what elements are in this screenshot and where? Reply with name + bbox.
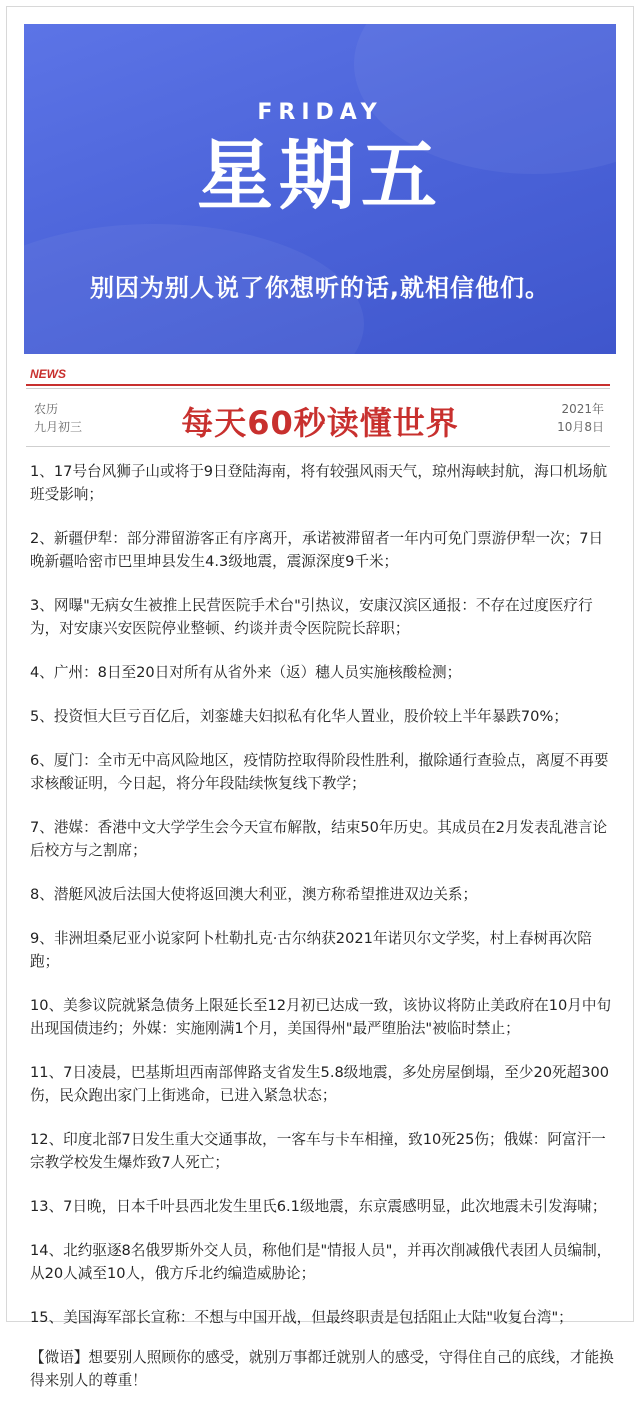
news-label: NEWS [30, 367, 66, 381]
news-item: 13、7日晚，日本千叶县西北发生里氏6.1级地震，东京震感明显，此次地震未引发海啸； [30, 1198, 607, 1215]
day-chinese: 星期五 [197, 131, 443, 220]
news-item: 2、新疆伊犁：部分滞留游客正有序离开，承诺被滞留者一年内可免门票游伊犁一次；7日晚新疆哈密市巴里坤县发生4.3级地震，震源深度9千米； [30, 530, 604, 570]
news-item: 3、网曝"无病女生被推上民营医院手术台"引热议，安康汉滨区通报：不存在过度医疗行为，对安康兴安医院停业整顿、约谈并责令医院院长辞职； [30, 597, 593, 637]
news-item: 15、美国海军部长宣称：不想与中国开战，但最终职责是包括阻止大陆"收复台湾"； [30, 1309, 573, 1326]
header-banner [24, 24, 616, 354]
news-item: 6、厦门：全市无中高风险地区，疫情防控取得阶段性胜利，撤除通行查验点，离厦不再要求核酸证明，今日起，将分年段陆续恢复线下教学； [30, 752, 609, 792]
news-list [30, 460, 615, 1413]
daily-quote: 【微语】想要别人照顾你的感受，就别万事都迁就别人的感受，守得住自己的底线，才能换得来别人的尊重！ [30, 1349, 614, 1389]
news-item: 11、7日凌晨，巴基斯坦西南部俾路支省发生5.8级地震，多处房屋倒塌，至少20死超300伤，民众跑出家门上街逃命，已进入紧急状态； [30, 1064, 610, 1104]
news-item: 4、广州：8日至20日对所有从省外来（返）穗人员实施核酸检测； [30, 664, 462, 681]
lunar-day: 九月初三 [34, 420, 83, 434]
news-item: 14、北约驱逐8名俄罗斯外交人员，称他们是"情报人员"，并再次削减俄代表团人员编制，从20人减至10人，俄方斥北约编造威胁论； [30, 1242, 612, 1282]
news-item: 5、投资恒大巨亏百亿后，刘銮雄夫妇拟私有化华人置业，股价较上半年暴跌70%； [30, 708, 568, 725]
banner-slogan: 别因为别人说了你想听的话,就相信他们。 [89, 274, 551, 302]
news-item: 9、非洲坦桑尼亚小说家阿卜杜勒扎克·古尔纳获2021年诺贝尔文学奖，村上春树再次陪跑； [30, 930, 592, 970]
news-item: 1、17号台风狮子山或将于9日登陆海南，将有较强风雨天气，琼州海峡封航，海口机场航班受影响； [30, 463, 608, 503]
date-year: 2021年 [561, 402, 604, 416]
masthead-title: 每天60秒读懂世界 [181, 404, 459, 442]
gregorian-date [557, 400, 604, 436]
divider-red [26, 384, 610, 386]
news-item: 8、潜艇风波后法国大使将返回澳大利亚，澳方称希望推进双边关系； [30, 886, 478, 903]
news-item: 7、港媒：香港中文大学学生会今天宣布解散，结束50年历史。其成员在2月发表乱港言论后校方与之割席； [30, 819, 608, 859]
lunar-label: 农历 [34, 402, 59, 416]
divider-thin [26, 446, 610, 447]
date-day: 10月8日 [557, 420, 604, 434]
divider-thin [26, 388, 610, 389]
day-english: FRIDAY [257, 100, 383, 125]
news-item: 10、美参议院就紧急债务上限延长至12月初已达成一致，该协议将防止美政府在10月中旬出现国债违约；外媒：实施刚满1个月，美国得州"最严堕胎法"被临时禁止； [30, 997, 612, 1037]
news-item: 12、印度北部7日发生重大交通事故，一客车与卡车相撞，致10死25伤；俄媒：阿富汗一宗教学校发生爆炸致7人死亡； [30, 1131, 606, 1171]
